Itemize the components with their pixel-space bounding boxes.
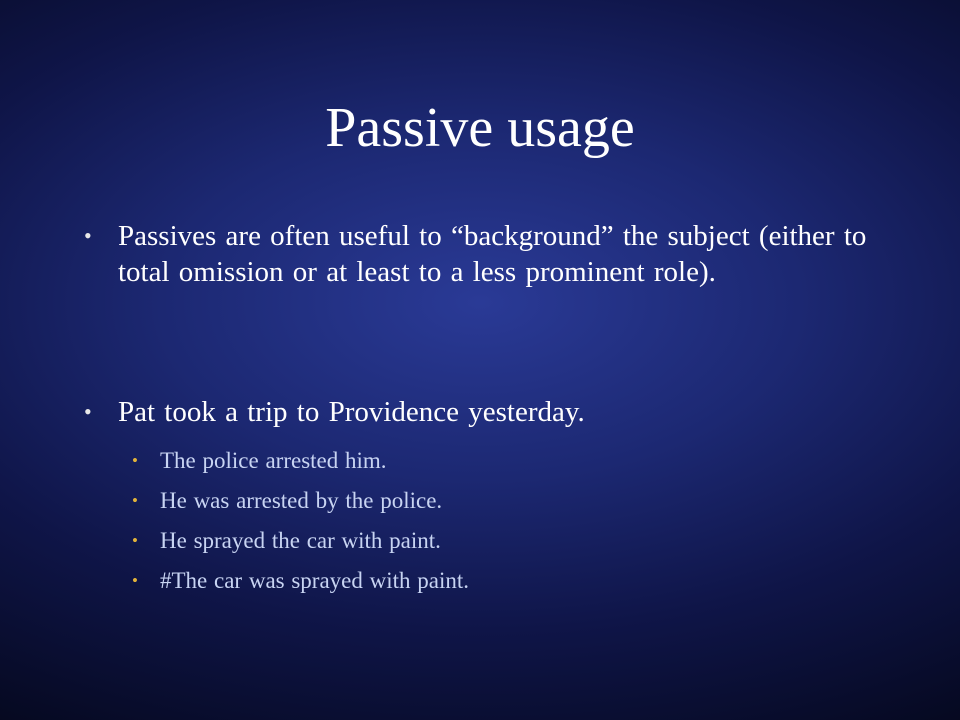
sub-bullet-text: #The car was sprayed with paint. bbox=[160, 568, 470, 593]
sub-bullet-text: He was arrested by the police. bbox=[160, 488, 443, 513]
sub-bullet-item bbox=[132, 566, 860, 596]
sub-bullet-icon: • bbox=[132, 571, 138, 590]
sub-bullet-item bbox=[132, 526, 860, 556]
bullet-item-example bbox=[84, 394, 878, 430]
sub-bullet-icon: • bbox=[132, 491, 138, 510]
bullet-text: Pat took a trip to Providence yesterday. bbox=[118, 396, 585, 428]
sub-bullet-icon: • bbox=[132, 531, 138, 550]
bullet-icon: • bbox=[84, 399, 92, 424]
sub-bullet-item bbox=[132, 446, 860, 476]
sub-bullet-icon: • bbox=[132, 451, 138, 470]
bullet-icon: • bbox=[84, 223, 92, 248]
sub-bullet-item bbox=[132, 486, 860, 516]
slide-title: Passive usage bbox=[325, 97, 635, 159]
sub-bullet-text: He sprayed the car with paint. bbox=[160, 528, 441, 553]
bullet-text: Passives are often useful to “background” the subject (either to total omission or at least to a less prominent role). bbox=[118, 220, 867, 288]
bullet-item-background bbox=[84, 218, 878, 290]
sub-bullet-text: The police arrested him. bbox=[160, 448, 387, 473]
